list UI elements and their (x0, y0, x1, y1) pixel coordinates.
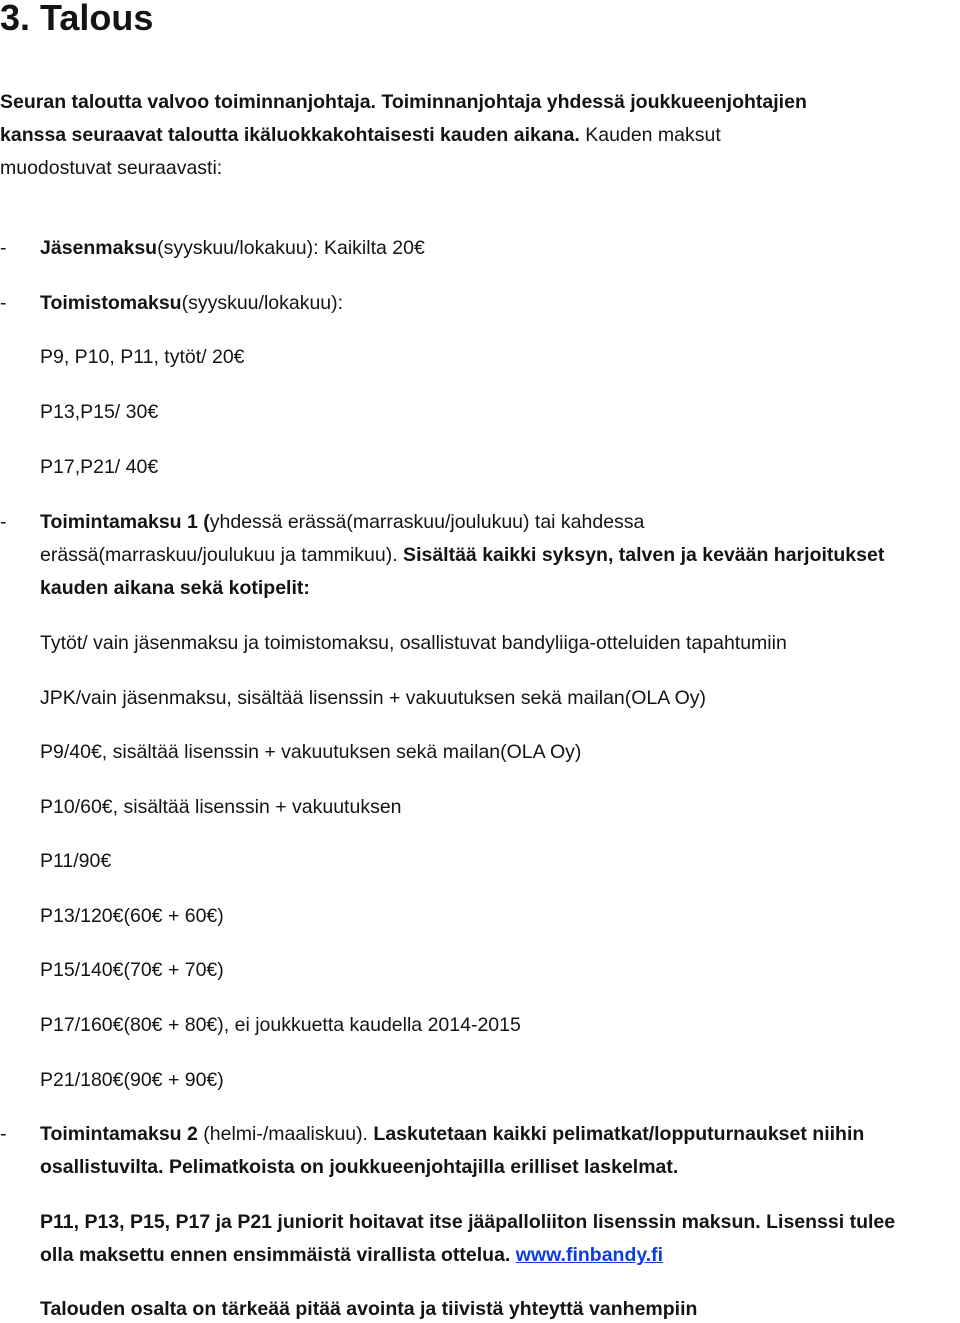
fee-line: P10/60€, sisältää lisenssin + vakuutuksen (40, 796, 402, 818)
toimintamaksu1-line-2-bold: Sisältää kaikki syksyn, talven ja kevään harjoitukset (397, 544, 885, 566)
toimintamaksu2-text: (helmi-/maaliskuu). (197, 1123, 368, 1145)
fee-line: P17/160€(80€ + 80€), ei joukkuetta kaudella 2014-2015 (40, 1014, 521, 1036)
intro-line-2-normal: Kauden maksut (579, 124, 721, 146)
licence-line-1: P11, P13, P15, P17 ja P21 juniorit hoitavat itse jääpalloliiton lisenssin maksun. Lisenssi tulee (40, 1211, 896, 1233)
fee-line: P21/180€(90€ + 90€) (40, 1069, 224, 1091)
toimistomaksu-text: (syyskuu/lokakuu): (181, 292, 344, 314)
fee-line: JPK/vain jäsenmaksu, sisältää lisenssin + vakuutuksen sekä mailan(OLA Oy) (40, 687, 707, 709)
toimintamaksu1-line-2 (40, 542, 884, 568)
jasenmaksu-text: (syyskuu/lokakuu): Kaikilta 20€ (157, 237, 425, 259)
toimintamaksu1-line-2-normal: erässä(marraskuu/joulukuu ja tammikuu). (40, 544, 398, 566)
intro-line-1: Seuran taloutta valvoo toiminnanjohtaja. Toiminnanjohtaja yhdessä joukkueenjohtajien (0, 91, 807, 113)
toimintamaksu2-line-2: osallistuvilta. Pelimatkoista on joukkueenjohtajilla erilliset laskelmat. (40, 1156, 679, 1178)
intro-line-2 (0, 122, 721, 148)
finbandy-link[interactable]: www.finbandy.fi (515, 1244, 664, 1266)
toimintamaksu2-label: Toimintamaksu 2 (40, 1123, 198, 1145)
toimistomaksu-line: P9, P10, P11, tytöt/ 20€ (40, 346, 245, 368)
toimistomaksu-item (40, 290, 343, 316)
toimintamaksu1-text: yhdessä erässä(marraskuu/joulukuu) tai kahdessa (209, 511, 645, 533)
licence-line-2 (40, 1242, 663, 1268)
fee-line: P13/120€(60€ + 60€) (40, 905, 224, 927)
jasenmaksu-item (40, 235, 425, 261)
fee-line: P11/90€ (40, 850, 112, 872)
fee-line: P9/40€, sisältää lisenssin + vakuutuksen sekä mailan(OLA Oy) (40, 741, 582, 763)
bullet-dash: - (0, 237, 7, 259)
toimintamaksu1-item (40, 509, 644, 535)
jasenmaksu-label: Jäsenmaksu (40, 237, 158, 259)
toimistomaksu-label: Toimistomaksu (40, 292, 182, 314)
intro-line-2-bold: kanssa seuraavat taloutta ikäluokkakohtaisesti kauden aikana. (0, 124, 580, 146)
toimintamaksu2-item (40, 1121, 864, 1147)
toimintamaksu1-label: Toimintamaksu 1 ( (40, 511, 210, 533)
bullet-dash: - (0, 511, 7, 533)
intro-line-3: muodostuvat seuraavasti: (0, 157, 223, 179)
toimintamaksu1-line-3: kauden aikana sekä kotipelit: (40, 577, 310, 599)
licence-line-2-text: olla maksettu ennen ensimmäistä virallista ottelua. (40, 1244, 511, 1266)
fee-line: Tytöt/ vain jäsenmaksu ja toimistomaksu, osallistuvat bandyliiga-otteluiden tapahtumiin (40, 632, 787, 654)
bullet-dash: - (0, 292, 7, 314)
closing-line: Talouden osalta on tärkeää pitää avointa ja tiivistä yhteyttä vanhempiin (40, 1298, 698, 1320)
toimistomaksu-line: P13,P15/ 30€ (40, 401, 159, 423)
section-heading: 3. Talous (0, 0, 154, 38)
fee-line: P15/140€(70€ + 70€) (40, 959, 224, 981)
toimintamaksu2-bold-text: Laskutetaan kaikki pelimatkat/lopputurnaukset niihin (367, 1123, 865, 1145)
toimistomaksu-line: P17,P21/ 40€ (40, 456, 159, 478)
bullet-dash: - (0, 1123, 7, 1145)
